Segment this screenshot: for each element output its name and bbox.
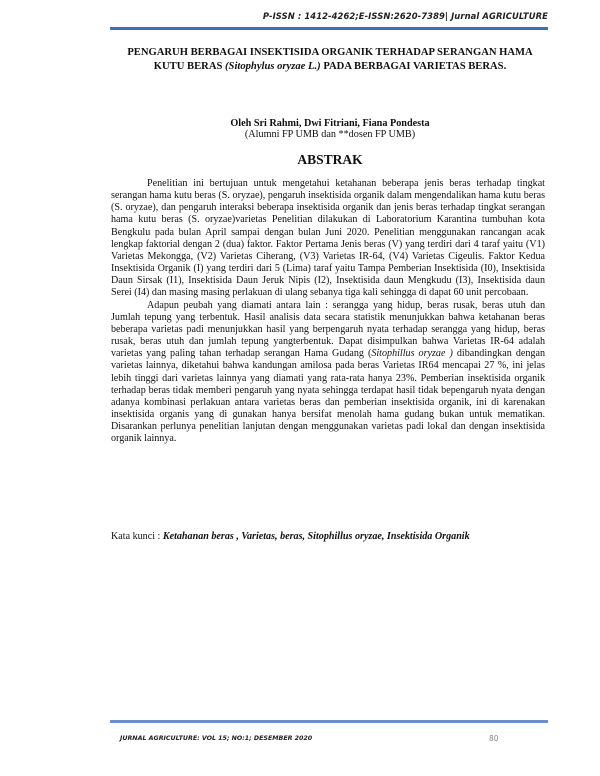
abstract-paragraph-2 (111, 300, 545, 446)
paragraph-2-text-b: dibandingkan dengan varietas lainnya, diketahui bahwa kandungan amilosa pada beras Varietas IR64 mencapai 27 %, ini jelas lebih tinggi dari varietas lainnya yang diamati yang rata-rata hanya 23%. Pemberian insektisida organik terhadap beras tidak memberi pengaruh yang nyata sehingga terdapat hasil tidak bepengaruh nyata dengan adanya kombinasi perlakuan antara varietas beras dan pemberian insektisida organik, ini di karenakan insektisida organis yang di gunakan hanya bersifat menolah hama gudang bukan untuk mematikan. Disarankan perlunya penelitian lanjutan dengan menggunakan varietas padi lokal dan dengan insektisida organik lainnya. (111, 348, 545, 445)
paper-title (115, 46, 545, 74)
abstract-heading: ABSTRAK (297, 152, 363, 167)
abstract-body (111, 178, 545, 445)
keywords (111, 531, 551, 542)
author-affiliation: (Alumni FP UMB dan **dosen FP UMB) (244, 129, 416, 140)
abstract-paragraph-1 (111, 178, 545, 300)
keywords-label: Kata kunci : (111, 531, 163, 542)
page-number: 80 (489, 734, 499, 743)
footer-divider (110, 720, 548, 723)
header-divider (110, 27, 548, 30)
keywords-terms: Ketahanan beras , Varietas, beras, Sitophillus oryzae, Insektisida Organik (162, 531, 470, 542)
paragraph-1-text: Penelitian ini bertujuan untuk mengetahui ketahanan beberapa jenis beras terhadap tingkat serangan hama kutu beras (S. oryzae), pengaruh insektisida organik dalam mengendalikan hama kutu beras (S. oryzae), dan pengaruh interaksi beberapa insektisida organik dan jenis beras terhadap tingkat serangan hama kutu beras (S. oryzae)varietas Penelitian dilakukan di Laboratorium Karantina tumbuhan kota Bengkulu pada bulan April sampai dengan bulan Juni 2020. Penelitian menggunakan rancangan acak lengkap faktorial dengan 2 (dua) faktor. Faktor Pertama Jenis beras (V) yang terdiri dari 4 taraf yaitu (V1) Varietas Mekongga, (V2) Varietas Ciherang, (V3) Varietas IR-64, (V4) Varietas Cigeulis. Faktor Kedua Insektisida Organik (I) yang terdiri dari 5 (Lima) taraf yaitu Tampa Pemberian Insektisida (I0), Insektisida Daun Sirsak (I1), Insektisida Daun Jeruk Nipis (I2), Insektisida daun Mengkudu (I3), Insektisida daun Serei (I4) dan masing masing perlakuan di ulang sebanya tiga kali sehingga di dapat 60 unit percobaan. (111, 178, 545, 299)
footer-journal-info: JURNAL AGRICULTURE: VOL 15; NO:1; DESEMBER 2020 (120, 735, 313, 742)
title-species: (Sitophylus oryzae L.) (225, 61, 321, 72)
title-part-1: PENGARUH BERBAGAI INSEKTISIDA ORGANIK TERHADAP SERANGAN HAMA KUTU BERAS (127, 47, 533, 72)
journal-issn-header: P-ISSN : 1412-4262;E-ISSN:2620-7389| Jurnal AGRICULTURE (262, 11, 548, 21)
paragraph-2-species: Sitophillus oryzae ) (371, 348, 453, 360)
paragraph-2-text-a: Adapun peubah yang diamati antara lain : serangga yang hidup, beras rusak, beras utuh dan Jumlah tepung yang terbentuk. Hasil analisis data secara statistik menunjukkan bahwa ketahanan beras beberapa varietas padi menunjukkan hasil yang berpengaruh nyata terhadap serangga yang hidup, beras rusak, beras utuh dan jumlah tepung yangterbentuk. Dapat disimpulkan bahwa Varietas IR-64 adalah varietas yang paling tahan terhadap serangan Hama Gudang ( (111, 299, 545, 360)
title-part-2: PADA BERBAGAI VARIETAS BERAS. (323, 61, 507, 72)
author-list: Oleh Sri Rahmi, Dwi Fitriani, Fiana Pondesta (230, 118, 430, 129)
